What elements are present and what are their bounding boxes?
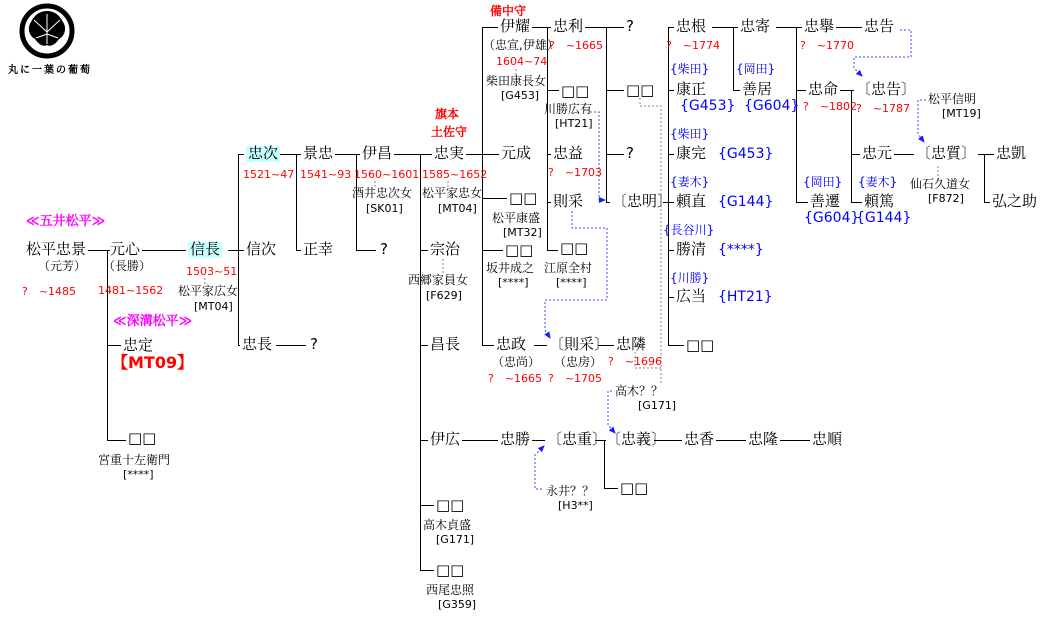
crest-caption: 丸に一葉の葡萄 xyxy=(8,65,92,76)
spouse-nishio-tadateru: 西尾忠照 xyxy=(426,583,475,597)
spouse-sengoku-hisamichi-daughter: 仙石久道女 xyxy=(910,177,971,191)
branch-label-goi-matsudaira: ≪五井松平≫ xyxy=(26,214,106,229)
person-yoshisue: 善居 xyxy=(742,80,773,98)
source-ref: [G171] xyxy=(436,533,475,546)
person-unknown: ? xyxy=(626,144,634,162)
source-ref: [G359] xyxy=(438,598,477,611)
person-katsukiyo: 勝清 xyxy=(676,240,707,258)
person-masayuki: 正幸 xyxy=(303,240,334,258)
alias-tadanao: （忠尚） xyxy=(492,355,541,369)
lifespan: ? ~1705 xyxy=(548,372,603,385)
lifespan: ? ~1696 xyxy=(608,355,663,368)
lifespan: 1503~51 xyxy=(186,265,238,278)
unknown-daughter: □□ xyxy=(509,189,538,207)
source-link-unknown[interactable]: {****} xyxy=(718,242,764,258)
person-motonari: 元成 xyxy=(501,144,532,162)
lifespan: ? ~1787 xyxy=(856,102,911,115)
person-tadaka: 忠香 xyxy=(684,430,715,448)
source-link-g144[interactable]: {G144} xyxy=(856,210,912,226)
title-hatamoto: 旗本 xyxy=(435,107,460,121)
clan-crest-icon xyxy=(14,2,80,64)
family-ref-okada[interactable]: {岡田} xyxy=(803,175,843,189)
person-korematsa: 伊昌 xyxy=(362,144,393,162)
source-ref: [H3**] xyxy=(558,499,593,512)
birth-family-nagai-unknown: 永井？？ xyxy=(546,484,595,498)
person-unknown: ? xyxy=(626,17,634,35)
person-unknown: ? xyxy=(380,240,388,258)
source-link-g604[interactable]: {G604} xyxy=(804,210,860,226)
adoption-arrow xyxy=(918,100,926,142)
unknown-child: □□ xyxy=(686,336,715,354)
unknown-daughter: □□ xyxy=(436,496,465,514)
person-tadachika: 忠隣 xyxy=(616,335,647,353)
source-link-g453[interactable]: {G453} xyxy=(718,146,774,162)
person-tadayose: 忠寄 xyxy=(740,17,771,35)
person-yoriatsu: 頼篤 xyxy=(864,192,895,210)
person-tadatsugu-highlighted: 忠次 xyxy=(248,144,279,162)
source-ref: [HT21] xyxy=(555,117,593,130)
spouse-saigo-iekazu-daughter: 西郷家員女 xyxy=(408,273,469,287)
spouse-shibata-yasunaga-daughter: 柴田康長女 xyxy=(486,74,547,88)
lifespan: 1521~47 xyxy=(243,168,295,181)
spouse-ebara-masamura: 江原全村 xyxy=(544,261,593,275)
person-nobunaga-highlighted: 信長 xyxy=(190,240,221,258)
person-tadamasu: 忠益 xyxy=(553,144,584,162)
lifespan: ? ~1665 xyxy=(549,39,604,52)
spouse-sakai-nariyuki: 坂井成之 xyxy=(486,261,535,275)
person-tadayoshi-adopted: 〔忠義〕 xyxy=(606,430,667,448)
unknown-child: □□ xyxy=(620,479,649,497)
source-link-ht21[interactable]: {HT21} xyxy=(718,289,773,305)
person-tadanaga: 忠長 xyxy=(242,335,273,353)
lifespan: 1604~74 xyxy=(496,55,548,68)
source-ref: [MT19] xyxy=(942,107,981,120)
source-link-g144[interactable]: {G144} xyxy=(718,194,774,210)
lifespan: ? ~1802 xyxy=(803,100,858,113)
unknown-daughter: □□ xyxy=(626,81,655,99)
spouse-sakai-tadatsugu-daughter: 酒井忠次女 xyxy=(352,186,413,200)
spouse-miyashige-juuzaemon: 宮重十左衛門 xyxy=(98,453,171,467)
alias-motoyoshi: （元芳） xyxy=(38,259,87,273)
person-yasumasa: 康正 xyxy=(676,80,707,98)
unknown-daughter: □□ xyxy=(560,239,589,257)
alias-tadafusa: （忠房） xyxy=(554,355,603,369)
person-yorinao: 頼直 xyxy=(676,192,707,210)
person-tadayori: 忠順 xyxy=(812,430,843,448)
source-ref: [****] xyxy=(498,276,529,289)
spouse-takagi-sadamori: 高木貞盛 xyxy=(423,518,472,532)
person-muneharu: 宗治 xyxy=(430,240,461,258)
alias-tadanobu-koreo: （忠宣,伊雄） xyxy=(483,38,559,52)
person-tadatoshi: 忠利 xyxy=(553,17,584,35)
source-ref: [****] xyxy=(123,468,154,481)
person-tadasada: 忠定 xyxy=(123,336,154,354)
source-ref: [****] xyxy=(556,276,587,289)
person-tadashige-adopted: 〔忠重〕 xyxy=(547,430,608,448)
spouse-kawakatsu-hiroari: 川勝広有 xyxy=(544,102,593,116)
lifespan: ? ~1770 xyxy=(800,39,855,52)
person-tadazane: 忠実 xyxy=(434,144,465,162)
person-tadamoto: 忠元 xyxy=(862,144,893,162)
page-ref-mt09: 【MT09】 xyxy=(112,353,194,372)
lifespan: 1481~1562 xyxy=(98,284,164,297)
person-korehiro: 伊広 xyxy=(430,430,461,448)
adoption-arrow xyxy=(608,391,615,433)
source-ref: [SK01] xyxy=(366,202,403,215)
lifespan: ? ~1703 xyxy=(548,166,603,179)
person-tadataka2: 忠擧 xyxy=(804,17,835,35)
birth-family-matsudaira-nobuakira: 松平信明 xyxy=(928,92,977,106)
person-kagetada: 景忠 xyxy=(303,144,334,162)
person-tadane: 忠根 xyxy=(676,17,707,35)
person-hironosuke: 弘之助 xyxy=(992,192,1038,210)
branch-label-fukouzu-matsudaira: ≪深溝松平≫ xyxy=(113,314,193,329)
source-ref: [MT04] xyxy=(194,300,233,313)
adoption-arrow xyxy=(854,30,911,76)
person-tadakata-adopted: 〔忠質〕 xyxy=(916,144,977,162)
source-ref: [MT32] xyxy=(503,226,542,239)
spouse-takagi-unknown: 高木？？ xyxy=(615,384,664,398)
person-hiromasa: 広当 xyxy=(676,287,707,305)
unknown-daughter: □□ xyxy=(505,241,534,259)
spouse-matsudaira-ietada-daughter: 松平家忠女 xyxy=(422,186,483,200)
family-ref-okada[interactable]: {岡田} xyxy=(736,62,776,76)
person-tadatsugu2-adopted: 〔忠告〕 xyxy=(856,80,917,98)
source-link-g453[interactable]: {G453} xyxy=(680,98,736,114)
source-ref: [MT04] xyxy=(438,202,477,215)
lifespan: ? ~1665 xyxy=(488,372,543,385)
lifespan: ? ~1485 xyxy=(22,285,77,298)
family-ref-tsumaki[interactable]: {妻木} xyxy=(670,175,710,189)
unknown-daughter: □□ xyxy=(561,82,590,100)
person-tadamasa: 忠政 xyxy=(496,335,527,353)
lifespan: 1560~1601 xyxy=(354,168,420,181)
spouse-matsudaira-iehiro-daughter: 松平家広女 xyxy=(178,284,239,298)
person-unknown: ? xyxy=(310,335,318,353)
person-noriune-adopted: 〔則采〕 xyxy=(549,335,610,353)
person-koreteru: 伊耀 xyxy=(500,17,531,35)
person-matsudaira-tadakage: 松平忠景 xyxy=(26,240,87,258)
lifespan: 1585~1652 xyxy=(422,168,488,181)
person-tadaakira-adopted: 〔忠明〕 xyxy=(612,192,673,210)
family-ref-tsumaki[interactable]: {妻木} xyxy=(858,175,898,189)
title-bitchuu-no-kami: 備中守 xyxy=(490,4,527,18)
alias-nagakatsu: （長勝） xyxy=(103,259,152,273)
title-tosa-no-kami: 土佐守 xyxy=(431,125,468,139)
person-masanaga: 昌長 xyxy=(430,335,461,353)
family-ref-shibata[interactable]: {柴田} xyxy=(670,127,710,141)
source-ref: [G171] xyxy=(638,399,677,412)
family-ref-kawakatsu[interactable]: {川勝} xyxy=(670,271,710,285)
lifespan: ? ~1774 xyxy=(666,39,721,52)
family-ref-hasegawa[interactable]: {長谷川} xyxy=(663,223,715,237)
person-tadatsugu2: 忠告 xyxy=(864,17,895,35)
person-noriune: 則采 xyxy=(553,192,584,210)
source-ref: [G453] xyxy=(501,89,540,102)
source-ref: [F629] xyxy=(426,289,462,302)
family-ref-shibata[interactable]: {柴田} xyxy=(670,62,710,76)
person-nobutsugu: 信次 xyxy=(246,240,277,258)
person-tadanobu: 忠命 xyxy=(808,80,839,98)
source-link-g604[interactable]: {G604} xyxy=(744,98,800,114)
unknown-daughter: □□ xyxy=(128,429,157,447)
person-yasusada: 康完 xyxy=(676,144,707,162)
spouse-matsudaira-yasumori: 松平康盛 xyxy=(492,211,541,225)
unknown-daughter: □□ xyxy=(436,561,465,579)
person-tadakatsu: 忠勝 xyxy=(500,430,531,448)
adoption-arrow xyxy=(535,446,544,489)
person-tadataka: 忠隆 xyxy=(748,430,779,448)
lifespan: 1541~93 xyxy=(300,168,352,181)
person-tadayoshi2: 忠凱 xyxy=(996,144,1027,162)
source-ref: [F872] xyxy=(928,192,964,205)
person-yoshiyuki: 善遷 xyxy=(810,192,841,210)
person-genshin: 元心 xyxy=(110,240,141,258)
